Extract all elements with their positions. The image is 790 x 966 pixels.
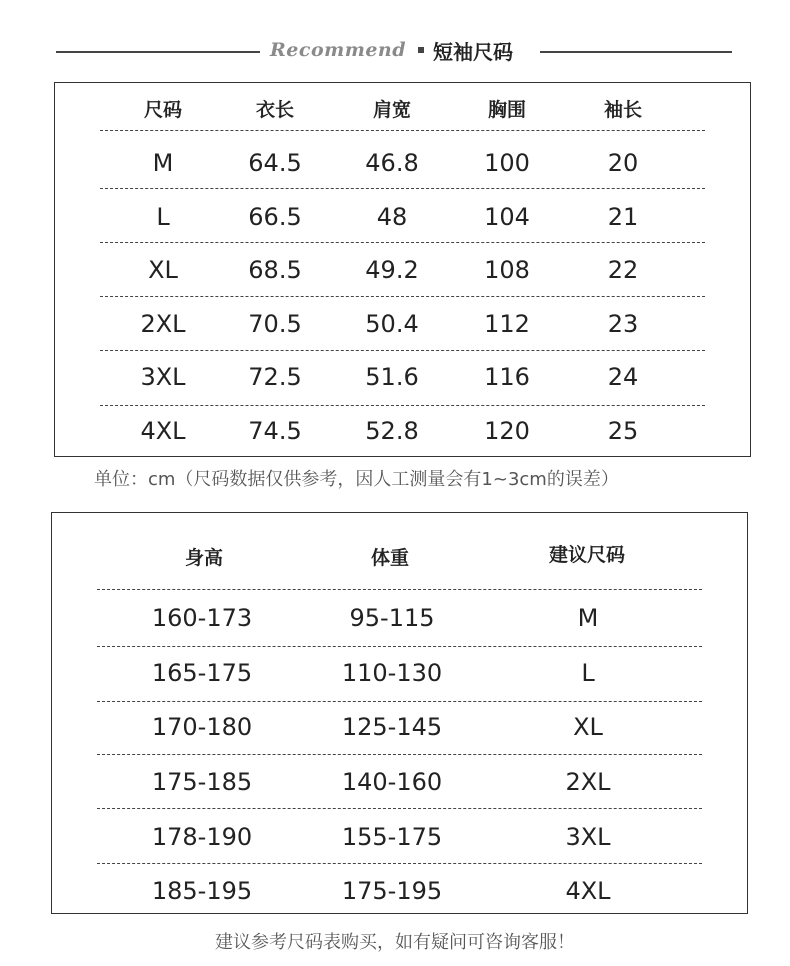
divider (97, 589, 702, 590)
size-table (54, 82, 751, 457)
divider (97, 701, 702, 702)
divider (100, 188, 705, 189)
cell-size: 2XL (140, 310, 186, 338)
cell-sleeve: 25 (607, 417, 639, 445)
cell-suggested-size: XL (573, 713, 603, 741)
column-header-shoulder: 肩宽 (372, 99, 412, 121)
cell-height: 160-173 (151, 604, 253, 632)
footer-note: 建议参考尺码表购买，如有疑问可咨询客服！ (215, 932, 575, 953)
cell-weight: 110-130 (341, 659, 443, 687)
cell-sleeve: 21 (607, 203, 639, 231)
cell-height: 178-190 (151, 823, 253, 851)
divider (97, 646, 702, 647)
cell-weight: 125-145 (341, 713, 443, 741)
cell-weight: 140-160 (341, 768, 443, 796)
cell-height: 175-185 (151, 768, 253, 796)
cell-length: 70.5 (248, 310, 302, 338)
cell-suggested-size: 4XL (565, 877, 611, 905)
cell-size: 3XL (140, 363, 186, 391)
cell-shoulder: 46.8 (365, 149, 419, 177)
cell-suggested-size: 3XL (565, 823, 611, 851)
header-rule-right (540, 51, 732, 53)
cell-shoulder: 48 (376, 203, 408, 231)
cell-size: 4XL (140, 417, 186, 445)
cell-weight: 95-115 (349, 604, 435, 632)
cell-height: 165-175 (151, 659, 253, 687)
recommend-table (51, 512, 748, 914)
cell-sleeve: 20 (607, 149, 639, 177)
divider (100, 130, 705, 131)
header-title: 短袖尺码 (433, 39, 514, 64)
divider (97, 863, 702, 864)
cell-shoulder: 50.4 (365, 310, 419, 338)
divider (100, 405, 705, 406)
cell-sleeve: 24 (607, 363, 639, 391)
cell-chest: 120 (484, 417, 530, 445)
column-header-size: 尺码 (143, 99, 183, 121)
divider (97, 808, 702, 809)
cell-suggested-size: L (581, 659, 595, 687)
cell-suggested-size: 2XL (565, 768, 611, 796)
cell-length: 68.5 (248, 256, 302, 284)
cell-weight: 175-195 (341, 877, 443, 905)
cell-length: 72.5 (248, 363, 302, 391)
cell-chest: 100 (484, 149, 530, 177)
cell-size: XL (148, 256, 178, 284)
cell-sleeve: 22 (607, 256, 639, 284)
cell-sleeve: 23 (607, 310, 639, 338)
divider (100, 296, 705, 297)
column-header-height: 身高 (184, 547, 224, 569)
cell-chest: 116 (484, 363, 530, 391)
cell-weight: 155-175 (341, 823, 443, 851)
cell-chest: 112 (484, 310, 530, 338)
header-dot (418, 47, 424, 53)
cell-size: L (156, 203, 170, 231)
column-header-weight: 体重 (370, 547, 410, 569)
cell-chest: 104 (484, 203, 530, 231)
cell-height: 185-195 (151, 877, 253, 905)
cell-size: M (152, 149, 174, 177)
cell-height: 170-180 (151, 713, 253, 741)
cell-shoulder: 52.8 (365, 417, 419, 445)
cell-shoulder: 49.2 (365, 256, 419, 284)
cell-shoulder: 51.6 (365, 363, 419, 391)
column-header-chest: 胸围 (487, 99, 527, 121)
unit-note: 单位：cm（尺码数据仅供参考，因人工测量会有1~3cm的误差） (94, 469, 619, 490)
section-header (270, 34, 532, 66)
column-header-suggested-size: 建议尺码 (548, 544, 626, 566)
header-rule-left (56, 51, 260, 53)
cell-length: 64.5 (248, 149, 302, 177)
column-header-length: 衣长 (255, 99, 295, 121)
column-header-sleeve: 袖长 (603, 99, 643, 121)
divider (100, 242, 705, 243)
divider (100, 350, 705, 351)
cell-suggested-size: M (577, 604, 599, 632)
cell-length: 66.5 (248, 203, 302, 231)
cell-chest: 108 (484, 256, 530, 284)
cell-length: 74.5 (248, 417, 302, 445)
header-script-word: Recommend (270, 39, 407, 61)
divider (97, 754, 702, 755)
